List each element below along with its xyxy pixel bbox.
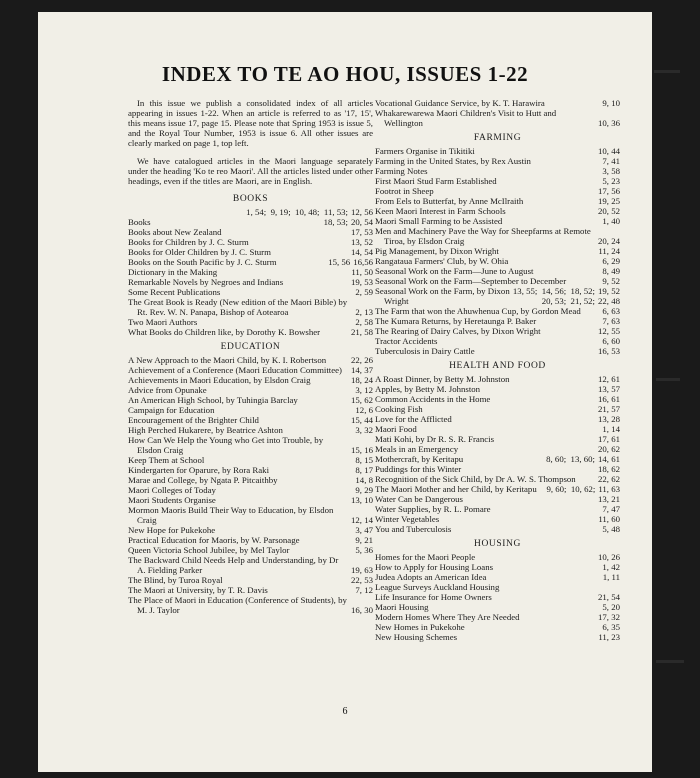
index-entry bbox=[375, 156, 620, 166]
left-column bbox=[128, 98, 373, 615]
entry-page-ref: 21, 54 bbox=[598, 592, 620, 602]
entry-title: Campaign for Education bbox=[128, 405, 215, 415]
entry-page-ref: 9, 10 bbox=[602, 98, 620, 108]
entry-page-ref: 3, 32 bbox=[355, 425, 373, 435]
entry-title: The Great Book is Ready (New edition of the Maori Bible) by Rt. Rev. W. N. Panapa, Bishop of Aotearoa bbox=[128, 297, 348, 317]
entry-page-ref: 19, 25 bbox=[598, 196, 620, 206]
index-entry bbox=[375, 206, 620, 216]
index-entry bbox=[375, 326, 620, 336]
entry-page-ref: 3, 58 bbox=[602, 166, 620, 176]
entry-title: Modern Homes Where They Are Needed bbox=[375, 612, 520, 622]
entry-page-ref: 6, 60 bbox=[602, 336, 620, 346]
entry-page-ref: 12, 55 bbox=[598, 326, 620, 336]
entry-title: Achievement of a Conference (Maori Education Committee) bbox=[128, 365, 342, 375]
entry-title: A Roast Dinner, by Betty M. Johnston bbox=[375, 374, 510, 384]
entry-page-ref: 1, 40 bbox=[602, 216, 620, 226]
entry-title: Marae and College, by Ngata P. Pitcaithby bbox=[128, 475, 278, 485]
entry-title: High Perched Hukarere, by Beatrice Ashton bbox=[128, 425, 283, 435]
entry-title: Advice from Opunake bbox=[128, 385, 207, 395]
entry-title: Farming Notes bbox=[375, 166, 428, 176]
entry-title: Encouragement of the Brighter Child bbox=[128, 415, 259, 425]
entry-title: Whakarewarewa Maori Children's Visit to Hutt and Wellington bbox=[375, 108, 557, 128]
entry-page-ref: 22, 62 bbox=[598, 474, 620, 484]
index-entry bbox=[375, 454, 620, 464]
entry-title: Books about New Zealand bbox=[128, 227, 222, 237]
entry-page-ref: 9, 29 bbox=[355, 485, 373, 495]
index-entry bbox=[375, 474, 620, 484]
index-entry bbox=[128, 425, 373, 435]
entry-page-ref: 3, 12 bbox=[355, 385, 373, 395]
entry-title: Maori Small Farming to be Assisted bbox=[375, 216, 503, 226]
index-entry bbox=[128, 475, 373, 485]
index-entry bbox=[375, 572, 620, 582]
index-entry bbox=[375, 286, 620, 306]
entry-title: The Rearing of Dairy Calves, by Dixon Wright bbox=[375, 326, 541, 336]
section-heading-housing: HOUSING bbox=[474, 539, 521, 549]
entry-title: How Can We Help the Young who Get into Trouble, by Elsdon Craig bbox=[128, 435, 324, 455]
entry-title: Farming in the United States, by Rex Austin bbox=[375, 156, 531, 166]
index-entry bbox=[128, 585, 373, 595]
index-entry bbox=[375, 592, 620, 602]
entry-page-ref: 19, 53 bbox=[351, 277, 373, 287]
entry-page-ref: 13, 52 bbox=[351, 237, 373, 247]
entry-page-ref: 12, 56 20, 54 bbox=[351, 207, 373, 227]
entry-title: Dictionary in the Making bbox=[128, 267, 218, 277]
section-heading-books: BOOKS bbox=[232, 194, 269, 204]
index-entry bbox=[128, 555, 373, 575]
index-entry bbox=[375, 504, 620, 514]
index-entry bbox=[128, 505, 373, 525]
entry-page-ref: 11, 24 bbox=[598, 246, 620, 256]
entry-list-education bbox=[128, 355, 373, 615]
entry-page-ref: 17, 61 bbox=[598, 434, 620, 444]
index-entry bbox=[375, 424, 620, 434]
index-entry bbox=[128, 575, 373, 585]
entry-page-ref: 12, 14 bbox=[351, 515, 373, 525]
index-page bbox=[38, 12, 652, 772]
index-entry bbox=[128, 545, 373, 555]
index-entry bbox=[375, 514, 620, 524]
index-entry bbox=[128, 485, 373, 495]
entry-page-ref: 10, 36 bbox=[598, 118, 620, 128]
index-entry bbox=[375, 306, 620, 316]
entry-title: Maori Housing bbox=[375, 602, 429, 612]
entry-title: Achievements in Maori Education, by Elsdon Craig bbox=[128, 375, 311, 385]
entry-title: Water Supplies, by R. L. Pomare bbox=[375, 504, 491, 514]
index-entry bbox=[375, 166, 620, 176]
index-entry bbox=[128, 267, 373, 277]
index-entry bbox=[128, 395, 373, 405]
index-entry bbox=[128, 525, 373, 535]
entry-title: How to Apply for Housing Loans bbox=[375, 562, 494, 572]
index-entry bbox=[375, 464, 620, 474]
entry-page-ref: 7, 41 bbox=[602, 156, 620, 166]
entry-title: New Hope for Pukekohe bbox=[128, 525, 216, 535]
entry-page-ref: 11, 23 bbox=[598, 632, 620, 642]
entry-page-ref: 5, 23 bbox=[602, 176, 620, 186]
entry-title: Queen Victoria School Jubilee, by Mel Taylor bbox=[128, 545, 290, 555]
entry-title: Puddings for this Winter bbox=[375, 464, 462, 474]
margin-mark bbox=[654, 70, 680, 73]
index-entry bbox=[375, 434, 620, 444]
entry-title: Water Can be Dangerous bbox=[375, 494, 463, 504]
entry-page-ref: 14, 61 bbox=[598, 454, 620, 464]
index-entry bbox=[375, 276, 620, 286]
margin-mark bbox=[656, 660, 684, 663]
entry-title: A New Approach to the Maori Child, by K. I. Robertson bbox=[128, 355, 327, 365]
index-entry bbox=[375, 414, 620, 424]
index-entry bbox=[128, 247, 373, 257]
entry-page-ref: 11, 60 bbox=[598, 514, 620, 524]
entry-issue-refs: 8, 60; 13, 60; bbox=[546, 454, 595, 464]
page-number: 6 bbox=[342, 706, 348, 717]
entry-title: You and Tuberculosis bbox=[375, 524, 452, 534]
entry-page-ref: 15, 16 bbox=[351, 445, 373, 455]
entry-title: Common Accidents in the Home bbox=[375, 394, 491, 404]
index-entry bbox=[375, 552, 620, 562]
entry-title: Meals in an Emergency bbox=[375, 444, 459, 454]
index-entry bbox=[128, 277, 373, 287]
entry-title: Mothercraft, by Keritapu bbox=[375, 454, 464, 464]
entry-page-ref: 7, 63 bbox=[602, 316, 620, 326]
entry-list-housing bbox=[375, 552, 620, 642]
entry-title: Books on the South Pacific by J. C. Sturm bbox=[128, 257, 277, 267]
entry-page-ref: 18, 24 bbox=[351, 375, 373, 385]
entry-page-ref: 2, 13 bbox=[355, 307, 373, 317]
section-heading-health: HEALTH AND FOOD bbox=[449, 361, 546, 371]
entry-title: Cooking Fish bbox=[375, 404, 423, 414]
entry-title: Life Insurance for Home Owners bbox=[375, 592, 492, 602]
entry-page-ref: 13, 28 bbox=[598, 414, 620, 424]
entry-title: The Place of Maori in Education (Conference of Students), by M. J. Taylor bbox=[128, 595, 347, 615]
entry-issue-refs: 9, 60; 10, 62; bbox=[546, 484, 596, 494]
entry-issue-refs: 1, 54; 9, 19; 10, 48; 11, 53; 18, 53; bbox=[246, 207, 348, 227]
index-entry bbox=[128, 495, 373, 505]
entry-page-ref: 12, 6 bbox=[355, 405, 373, 415]
entry-page-ref: 3, 47 bbox=[355, 525, 373, 535]
entry-title: Seasonal Work on the Farm—September to December bbox=[375, 276, 567, 286]
index-entry bbox=[128, 595, 373, 615]
entry-title: Rangataua Farmers' Club, by W. Ohia bbox=[375, 256, 509, 266]
entry-list-books bbox=[128, 207, 373, 337]
index-entry bbox=[128, 415, 373, 425]
index-entry bbox=[375, 562, 620, 572]
entry-title: Winter Vegetables bbox=[375, 514, 440, 524]
entry-issue-refs: 15, 56 bbox=[328, 257, 351, 267]
index-entry bbox=[375, 176, 620, 186]
entry-page-ref: 16,56 bbox=[353, 257, 373, 267]
entry-page-ref: 8, 15 bbox=[355, 455, 373, 465]
index-entry bbox=[375, 216, 620, 226]
entry-title: Recognition of the Sick Child, by Dr A. W. S. Thompson bbox=[375, 474, 576, 484]
entry-title: First Maori Stud Farm Established bbox=[375, 176, 497, 186]
entry-title: Maori Colleges of Today bbox=[128, 485, 216, 495]
entry-title: Keep Them at School bbox=[128, 455, 205, 465]
entry-page-ref: 13, 57 bbox=[598, 384, 620, 394]
margin-mark bbox=[656, 378, 680, 381]
entry-page-ref: 17, 56 bbox=[598, 186, 620, 196]
entry-title: The Maori at University, by T. R. Davis bbox=[128, 585, 268, 595]
intro-paragraph: We have catalogued articles in the Maori language separately under the heading 'Ko te reo Maori'. All the articles listed under other headings, even if the titles are Maori, are in English. bbox=[128, 156, 373, 186]
entry-title: The Farm that won the Ahuwhenua Cup, by Gordon Mead bbox=[375, 306, 581, 316]
index-entry bbox=[375, 108, 620, 128]
entry-title: Books for Older Children by J. C. Sturm bbox=[128, 247, 271, 257]
index-entry bbox=[128, 297, 373, 317]
index-entry bbox=[375, 226, 620, 246]
entry-title: Mati Kohi, by Dr R. S. R. Francis bbox=[375, 434, 495, 444]
entry-page-ref: 14, 37 bbox=[351, 365, 373, 375]
entry-page-ref: 5, 48 bbox=[602, 524, 620, 534]
index-entry bbox=[375, 196, 620, 206]
entry-page-ref: 10, 44 bbox=[598, 146, 620, 156]
entry-title: From Eels to Butterfat, by Anne McIlraith bbox=[375, 196, 524, 206]
index-entry bbox=[128, 227, 373, 237]
entry-title: Tractor Accidents bbox=[375, 336, 438, 346]
index-entry bbox=[375, 384, 620, 394]
entry-title: The Kumara Returns, by Heretaunga P. Baker bbox=[375, 316, 537, 326]
entry-title: The Maori Mother and her Child, by Keritapu bbox=[375, 484, 537, 494]
index-entry bbox=[128, 535, 373, 545]
section-heading-education: EDUCATION bbox=[220, 342, 281, 352]
entry-page-ref: 17, 53 bbox=[351, 227, 373, 237]
entry-title: Vocational Guidance Service, by K. T. Harawira bbox=[375, 98, 545, 108]
index-entry bbox=[128, 237, 373, 247]
index-entry bbox=[375, 444, 620, 454]
entry-title: Footrot in Sheep bbox=[375, 186, 434, 196]
index-entry bbox=[128, 257, 373, 267]
index-entry bbox=[375, 374, 620, 384]
entry-page-ref: 16, 30 bbox=[351, 605, 373, 615]
entry-title: Love for the Afflicted bbox=[375, 414, 452, 424]
index-entry bbox=[375, 484, 620, 494]
entry-title: What Books do Children like, by Dorothy K. Bowsher bbox=[128, 327, 321, 337]
entry-page-ref: 19, 63 bbox=[351, 565, 373, 575]
entry-page-ref: 11, 63 bbox=[598, 484, 620, 494]
entry-title: Seasonal Work on the Farm, by Dixon Wright bbox=[375, 286, 510, 306]
index-entry bbox=[375, 336, 620, 346]
index-entry bbox=[128, 287, 373, 297]
entry-title: Tuberculosis in Dairy Cattle bbox=[375, 346, 475, 356]
index-entry bbox=[375, 246, 620, 256]
entry-page-ref: 6, 63 bbox=[602, 306, 620, 316]
index-entry bbox=[128, 317, 373, 327]
entry-page-ref: 20, 52 bbox=[598, 206, 620, 216]
entry-title: Kindergarten for Oparure, by Rora Raki bbox=[128, 465, 270, 475]
entry-list-vocational bbox=[375, 98, 620, 128]
page-title: INDEX TO TE AO HOU, ISSUES 1-22 bbox=[161, 62, 529, 86]
entry-list-farming bbox=[375, 146, 620, 356]
index-entry bbox=[375, 146, 620, 156]
index-entry bbox=[375, 582, 620, 592]
entry-title: Judea Adopts an American Idea bbox=[375, 572, 487, 582]
entry-page-ref: 22, 26 bbox=[351, 355, 373, 365]
index-entry bbox=[375, 266, 620, 276]
intro-paragraph: In this issue we publish a consolidated index of all articles appearing in issues 1-22. When an article is referred to as '17, 15', this means issue 17, page 15. Please note that Spring 1953 is issue 5, and the Royal Tour Number, 1953 is issue 6. All other issues are clearly marked on page 1, top left. bbox=[128, 98, 373, 148]
index-entry bbox=[375, 256, 620, 266]
index-entry bbox=[128, 455, 373, 465]
index-entry bbox=[128, 465, 373, 475]
index-entry bbox=[128, 385, 373, 395]
index-entry bbox=[128, 327, 373, 337]
index-entry bbox=[128, 365, 373, 375]
index-entry bbox=[375, 612, 620, 622]
entry-title: Books for Children by J. C. Sturm bbox=[128, 237, 249, 247]
entry-title: The Backward Child Needs Help and Understanding, by Dr A. Fielding Parker bbox=[128, 555, 339, 575]
entry-page-ref: 17, 32 bbox=[598, 612, 620, 622]
entry-title: New Housing Schemes bbox=[375, 632, 458, 642]
index-entry bbox=[375, 622, 620, 632]
entry-title: Homes for the Maori People bbox=[375, 552, 476, 562]
index-entry bbox=[375, 602, 620, 612]
entry-title: Mormon Maoris Build Their Way to Education, by Elsdon Craig bbox=[128, 505, 334, 525]
entry-page-ref: 2, 58 bbox=[355, 317, 373, 327]
entry-title: Books bbox=[128, 217, 151, 227]
index-entry bbox=[128, 435, 373, 455]
index-entry bbox=[375, 404, 620, 414]
index-entry bbox=[128, 207, 373, 227]
entry-page-ref: 7, 47 bbox=[602, 504, 620, 514]
index-entry bbox=[375, 98, 620, 108]
entry-page-ref: 15, 62 bbox=[351, 395, 373, 405]
entry-page-ref: 8, 17 bbox=[355, 465, 373, 475]
entry-page-ref: 2, 59 bbox=[355, 287, 373, 297]
entry-page-ref: 21, 58 bbox=[351, 327, 373, 337]
entry-page-ref: 10, 26 bbox=[598, 552, 620, 562]
entry-page-ref: 6, 29 bbox=[602, 256, 620, 266]
index-entry bbox=[375, 494, 620, 504]
index-entry bbox=[375, 346, 620, 356]
entry-page-ref: 13, 21 bbox=[598, 494, 620, 504]
index-entry bbox=[375, 524, 620, 534]
entry-title: Farmers Organise in Tikitiki bbox=[375, 146, 475, 156]
index-entry bbox=[375, 316, 620, 326]
index-entry bbox=[375, 186, 620, 196]
entry-title: Seasonal Work on the Farm—June to August bbox=[375, 266, 534, 276]
entry-title: Some Recent Publications bbox=[128, 287, 221, 297]
entry-page-ref: 16, 53 bbox=[598, 346, 620, 356]
entry-page-ref: 1, 14 bbox=[602, 424, 620, 434]
index-entry bbox=[128, 405, 373, 415]
entry-page-ref: 14, 54 bbox=[351, 247, 373, 257]
index-entry bbox=[375, 632, 620, 642]
entry-title: Apples, by Betty M. Johnston bbox=[375, 384, 481, 394]
entry-list-health bbox=[375, 374, 620, 534]
entry-page-ref: 8, 49 bbox=[602, 266, 620, 276]
entry-title: Men and Machinery Pave the Way for Sheepfarms at Remote Tiroa, by Elsdon Craig bbox=[375, 226, 591, 246]
entry-page-ref: 12, 61 bbox=[598, 374, 620, 384]
entry-title: Remarkable Novels by Negroes and Indians bbox=[128, 277, 284, 287]
entry-page-ref: 11, 50 bbox=[351, 267, 373, 277]
entry-page-ref: 5, 36 bbox=[355, 545, 373, 555]
index-entry bbox=[128, 355, 373, 365]
entry-page-ref: 7, 12 bbox=[355, 585, 373, 595]
entry-page-ref: 6, 35 bbox=[602, 622, 620, 632]
entry-title: New Homes in Pukekohe bbox=[375, 622, 465, 632]
entry-title: Practical Education for Maoris, by W. Parsonage bbox=[128, 535, 300, 545]
entry-page-ref: 5, 20 bbox=[602, 602, 620, 612]
entry-page-ref: 20, 62 bbox=[598, 444, 620, 454]
entry-page-ref: 1, 42 bbox=[602, 562, 620, 572]
entry-page-ref: 9, 21 bbox=[355, 535, 373, 545]
entry-issue-refs: 13, 55; 14, 56; 18, 52; 20, 53; 21, 52; bbox=[512, 286, 595, 306]
entry-page-ref: 20, 24 bbox=[598, 236, 620, 246]
index-entry bbox=[128, 375, 373, 385]
entry-title: Two Maori Authors bbox=[128, 317, 198, 327]
entry-page-ref: 1, 11 bbox=[602, 572, 620, 582]
entry-page-ref: 18, 62 bbox=[598, 464, 620, 474]
entry-title: Pig Management, by Dixon Wright bbox=[375, 246, 499, 256]
entry-title: Maori Students Organise bbox=[128, 495, 216, 505]
right-column bbox=[375, 98, 620, 642]
entry-page-ref: 15, 44 bbox=[351, 415, 373, 425]
section-heading-farming: FARMING bbox=[473, 133, 522, 143]
index-entry bbox=[375, 394, 620, 404]
entry-title: Keen Maori Interest in Farm Schools bbox=[375, 206, 506, 216]
entry-page-ref: 16, 61 bbox=[598, 394, 620, 404]
entry-page-ref: 22, 53 bbox=[351, 575, 373, 585]
entry-page-ref: 9, 52 bbox=[602, 276, 620, 286]
entry-page-ref: 19, 52 22, 48 bbox=[598, 286, 620, 306]
entry-title: An American High School, by Tuhingia Barclay bbox=[128, 395, 298, 405]
entry-page-ref: 13, 10 bbox=[351, 495, 373, 505]
entry-title: Maori Food bbox=[375, 424, 417, 434]
entry-page-ref: 14, 8 bbox=[355, 475, 373, 485]
entry-title: The Blind, by Turoa Royal bbox=[128, 575, 223, 585]
entry-page-ref: 21, 57 bbox=[598, 404, 620, 414]
entry-title: League Surveys Auckland Housing bbox=[375, 582, 500, 592]
